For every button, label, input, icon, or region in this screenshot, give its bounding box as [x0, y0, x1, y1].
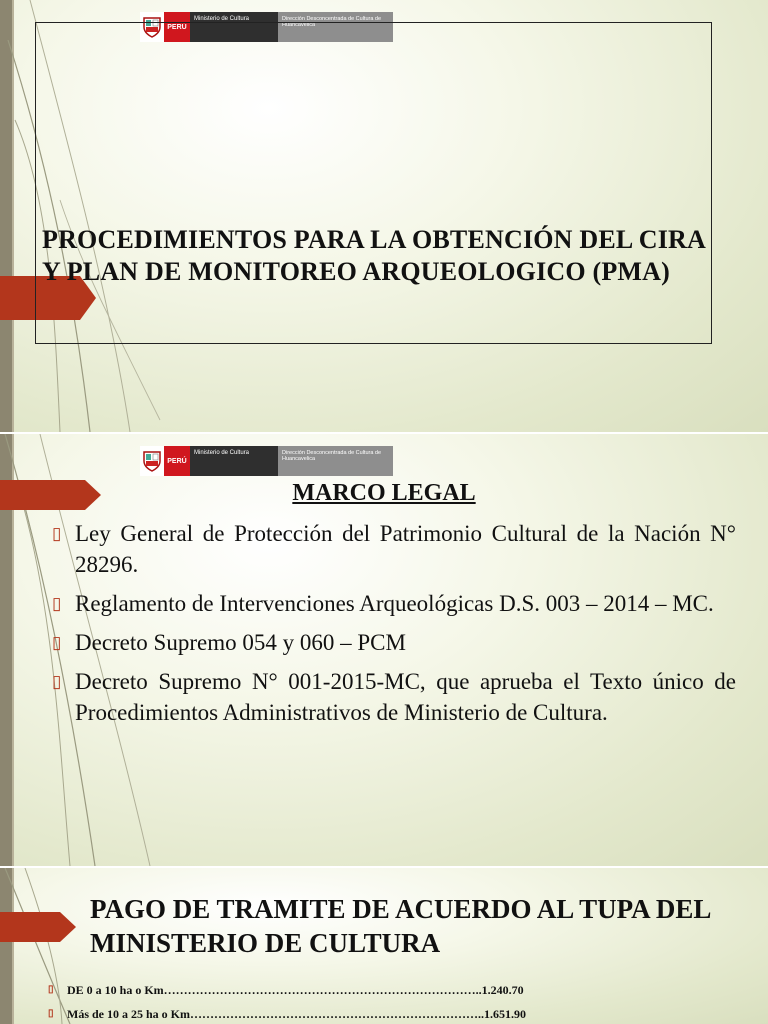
- square-bullet-icon: ▯: [48, 984, 54, 995]
- list-item: [52, 588, 736, 619]
- square-bullet-icon: ▯: [52, 672, 62, 691]
- ministry-logo: [140, 446, 393, 476]
- list-item: [52, 518, 736, 580]
- legal-heading: MARCO LEGAL: [292, 480, 476, 506]
- logo-ministry: Ministerio de Cultura: [190, 12, 278, 42]
- left-bar: [0, 868, 12, 1024]
- square-bullet-icon: ▯: [48, 1008, 54, 1019]
- slide-title: [0, 0, 768, 432]
- logo-directorate: Dirección Desconcentrada de Cultura de Huancavelica: [278, 446, 393, 476]
- list-item: [48, 1002, 688, 1024]
- law-text: Ley General de Protección del Patrimonio Cultural de la Nación N° 28296.: [75, 521, 736, 577]
- logo-ministry: Ministerio de Cultura: [190, 446, 278, 476]
- legal-list: [52, 518, 736, 736]
- fees-title: PAGO DE TRAMITE DE ACUERDO AL TUPA DEL MINISTERIO DE CULTURA: [90, 894, 710, 958]
- square-bullet-icon: ▯: [52, 633, 62, 652]
- square-bullet-icon: ▯: [52, 524, 62, 543]
- logo-directorate: Dirección Desconcentrada de Cultura de Huancavelica: [278, 12, 393, 42]
- fee-text: Más de 10 a 25 ha o Km………………………………………………………………..1.651.90: [67, 1007, 526, 1021]
- peru-shield-icon: [140, 446, 164, 476]
- logo-country: PERÚ: [164, 446, 190, 476]
- list-item: [52, 627, 736, 658]
- slide-fees: [0, 868, 768, 1024]
- law-text: Reglamento de Intervenciones Arqueológicas D.S. 003 – 2014 – MC.: [75, 591, 714, 616]
- slide-legal-framework: [0, 434, 768, 866]
- title-frame: [35, 22, 712, 344]
- fees-list: [48, 978, 688, 1024]
- left-bar: [0, 0, 12, 432]
- fee-text: DE 0 a 10 ha o Km……………………………………………………………………..1.240.70: [67, 983, 524, 997]
- logo-country: PERÚ: [164, 12, 190, 42]
- law-text: Decreto Supremo N° 001-2015-MC, que aprueba el Texto único de Procedimientos Administrativos de Ministerio de Cultura.: [75, 669, 736, 725]
- square-bullet-icon: ▯: [52, 594, 62, 613]
- list-item: [52, 666, 736, 728]
- list-item: [48, 978, 688, 1002]
- accent-ribbon: [0, 912, 60, 942]
- law-text: Decreto Supremo 054 y 060 – PCM: [75, 630, 406, 655]
- slide-title-text: PROCEDIMIENTOS PARA LA OBTENCIÓN DEL CIRA Y PLAN DE MONITOREO ARQUEOLOGICO (PMA): [42, 225, 706, 286]
